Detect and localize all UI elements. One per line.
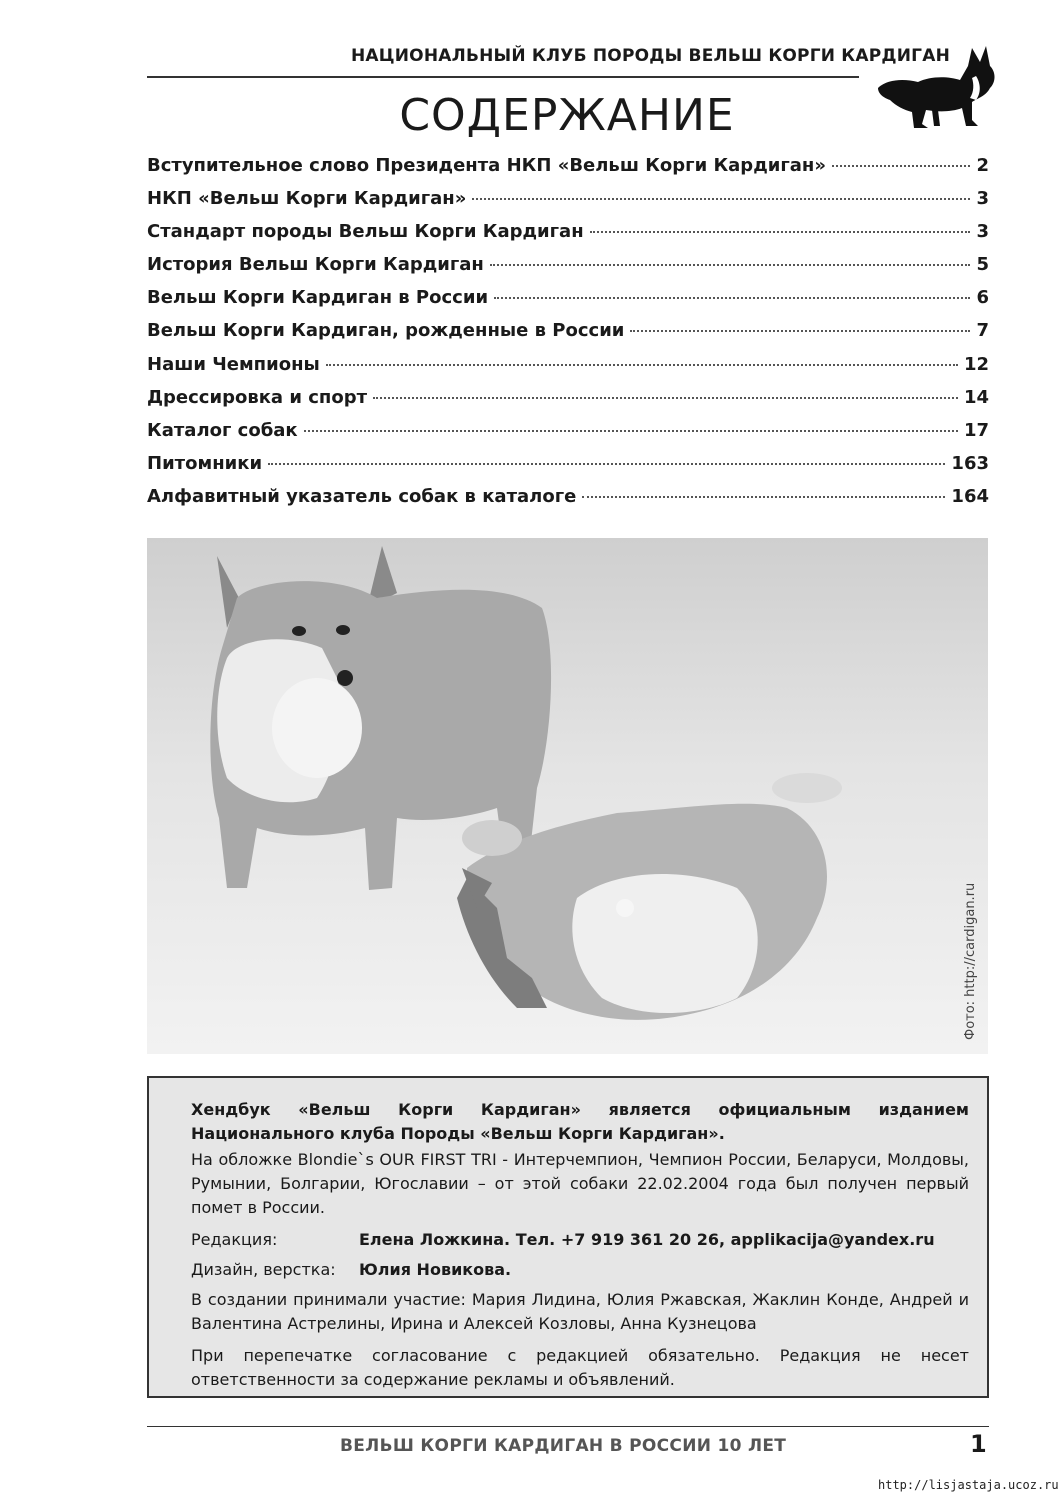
info-design-label: Дизайн, верстка:	[191, 1260, 336, 1279]
toc-entry-page: 3	[976, 221, 989, 243]
toc-entry-title: История Вельш Корги Кардиган	[147, 254, 484, 276]
toc-entry-title: Дрессировка и спорт	[147, 386, 368, 408]
toc-leader-dots	[472, 198, 970, 200]
toc-leader-dots	[582, 496, 945, 498]
toc-entry[interactable]	[147, 221, 989, 254]
toc-entry[interactable]	[147, 287, 989, 320]
toc-entry-title: Питомники	[147, 452, 263, 474]
toc-entry[interactable]	[147, 320, 989, 353]
table-of-contents	[147, 155, 989, 519]
toc-leader-dots	[490, 264, 971, 266]
footer-divider	[147, 1426, 989, 1427]
toc-entry-title: Вельш Корги Кардиган, рожденные в России	[147, 320, 625, 342]
toc-entry[interactable]	[147, 420, 989, 453]
info-cover: На обложке Blondie`s OUR FIRST TRI - Интерчемпион, Чемпион России, Беларуси, Молдовы, Румынии, Болгарии, Югославии – от этой собаки 22.02.2004 года был получен первый помет в России.	[191, 1150, 969, 1217]
info-reprint: При перепечатке согласование с редакцией обязательно. Редакция не несет ответственности за содержание рекламы и объявлений.	[191, 1346, 969, 1389]
info-contributors: В создании принимали участие: Мария Лидина, Юлия Ржавская, Жаклин Конде, Андрей и Валентина Астрелины, Ирина и Алексей Козловы, Анна Кузнецова	[191, 1290, 969, 1333]
info-editor-value: Елена Ложкина. Тел. +7 919 361 20 26, applikacija@yandex.ru	[359, 1230, 935, 1249]
toc-leader-dots	[304, 430, 958, 432]
toc-leader-dots	[494, 297, 970, 299]
corgi-photo	[147, 538, 988, 1054]
page-title: СОДЕРЖАНИЕ	[399, 90, 735, 141]
toc-entry-page: 163	[951, 452, 989, 474]
toc-entry-title: Каталог собак	[147, 419, 298, 441]
toc-entry[interactable]	[147, 188, 989, 221]
header-divider	[147, 76, 859, 78]
toc-entry-title: Алфавитный указатель собак в каталоге	[147, 485, 577, 507]
toc-entry-page: 14	[963, 386, 989, 408]
toc-entry[interactable]	[147, 254, 989, 287]
toc-entry-page: 2	[976, 155, 989, 176]
toc-entry-page: 12	[963, 353, 989, 375]
toc-entry-page: 7	[976, 320, 989, 342]
toc-entry-title: Вступительное слово Президента НКП «Вельш Корги Кардиган»	[147, 155, 826, 176]
toc-entry-title: НКП «Вельш Корги Кардиган»	[147, 188, 467, 210]
page-number: 1	[970, 1430, 987, 1458]
toc-leader-dots	[832, 165, 971, 167]
info-editor	[191, 1228, 969, 1252]
footer-text: ВЕЛЬШ КОРГИ КАРДИГАН В РОССИИ 10 ЛЕТ	[340, 1436, 787, 1456]
publication-info-box	[147, 1076, 989, 1398]
toc-leader-dots	[268, 463, 945, 465]
toc-entry-title: Стандарт породы Вельш Корги Кардиган	[147, 221, 584, 243]
info-lead: Хендбук «Вельш Корги Кардиган» является официальным изданием Национального клуба Породы «Вельш Корги Кардиган».	[191, 1100, 969, 1143]
toc-entry-page: 5	[976, 254, 989, 276]
toc-entry-page: 3	[976, 188, 989, 210]
toc-leader-dots	[373, 397, 958, 399]
toc-leader-dots	[630, 330, 970, 332]
toc-entry[interactable]	[147, 486, 989, 519]
header-title: НАЦИОНАЛЬНЫЙ КЛУБ ПОРОДЫ ВЕЛЬШ КОРГИ КАРДИГАН	[351, 46, 950, 66]
info-editor-label: Редакция:	[191, 1230, 278, 1249]
toc-entry[interactable]	[147, 453, 989, 486]
watermark: http://lisjastaja.ucoz.ru	[878, 1478, 1059, 1492]
toc-entry-title: Наши Чемпионы	[147, 353, 320, 375]
info-design	[191, 1258, 969, 1282]
toc-leader-dots	[590, 231, 971, 233]
toc-entry[interactable]	[147, 387, 989, 420]
toc-entry-title: Вельш Корги Кардиган в России	[147, 287, 489, 309]
toc-entry-page: 17	[963, 419, 989, 441]
toc-entry-page: 164	[951, 485, 989, 507]
photo-credit: Фото: http://cardigan.ru	[963, 882, 978, 1040]
toc-entry[interactable]	[147, 155, 989, 188]
toc-entry[interactable]	[147, 354, 989, 387]
toc-leader-dots	[326, 364, 958, 366]
info-design-value: Юлия Новикова.	[359, 1260, 512, 1279]
toc-entry-page: 6	[976, 287, 989, 309]
